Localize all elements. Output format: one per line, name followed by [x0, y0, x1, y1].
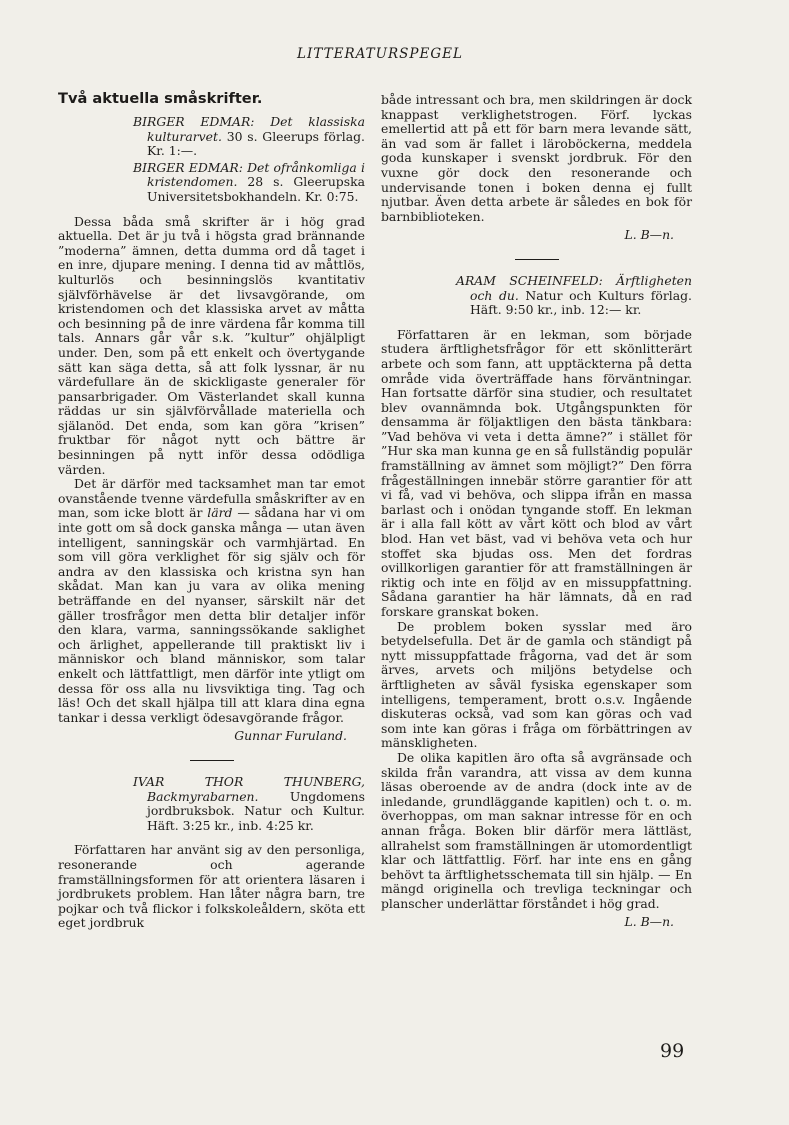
- running-header: LITTERATURSPEGEL: [297, 46, 463, 62]
- signature: L. B—n.: [624, 914, 674, 930]
- bibliography-entry: [133, 115, 365, 159]
- right-column: [381, 93, 692, 930]
- bibliography-block: [58, 775, 365, 833]
- paragraph: Dessa båda små skrifter är i hög grad aktuella. Det är ju två i högsta grad brännande ”moderna” ämnen, detta dumma ord då taget i en inre, djupare mening. I denna tid av måttlös, kulturlös och besinningslös kvantitativ självförhävelse är det livsavgörande, om kristendomen och det klassiska arvet av måtta och besinning på de inre värdena får komma till tals. Annars går vår s.k. ”kultur” ohjälpligt under. Den, som på ett enkelt och övertygande sätt kan säga detta, så att folk lyssnar, är nu värdefullare än de skickligaste generaler för pansarbrigader. Om Västerlandet skall kunna räddas ur sin självförvållade materiella och själanöd. Det enda, som kan göra ”krisen” fruktbar för något nytt och bättre är besinningen på nytt inför dessa odödliga värden.: [58, 213, 365, 477]
- entry-title: Det ofrånkomliga i kristendomen.: [147, 159, 365, 190]
- bibliography-block: [58, 115, 365, 205]
- page-number: 99: [660, 1040, 685, 1062]
- bibliography-block: [381, 274, 692, 318]
- entry-title: Ärftligheten och du.: [470, 272, 692, 303]
- paragraph: [58, 477, 365, 725]
- emphasis: lärd: [207, 505, 233, 521]
- entry-details: Natur och Kulturs förlag. Häft. 9:50 kr., inb. 12:— kr.: [470, 287, 692, 318]
- section-divider: [515, 259, 559, 260]
- bibliography-entry: [133, 161, 365, 205]
- text-run: Det är därför med tacksamhet man tar emot ovanstående tvenne värdefulla småskrifter av en man, som icke blott är: [58, 476, 365, 521]
- bibliography-entry: [456, 274, 692, 318]
- article-title: Två aktuella småskrifter.: [58, 90, 263, 107]
- entry-title: Det klassiska kulturarvet.: [147, 114, 365, 144]
- paragraph: De olika kapitlen äro ofta så avgränsade och skilda från varandra, att vissa av dem kunna läsas oberoende av de andra (dock inte av de inledande, grundläggande kapitlen) och t. o. m. överhoppas, om man saknar intresse för en och annan fråga. Boken blir därför mera lättläst, allrahelst som framställningen är utomordentligt klar och lättfattlig. Förf. har inte ens en gång behövt ta ärftlighetsschemata till sin hjälp. — En mängd originella och trevliga teckningar och planscher underlättar förståndet i hög grad.: [381, 749, 692, 911]
- entry-details: Ungdomens jordbruksbok. Natur och Kultur. Häft. 3:25 kr., inb. 4:25 kr.: [147, 788, 365, 833]
- paragraph: både intressant och bra, men skildringen är dock knappast verklighetstrogen. Förf. lyckas emellertid att på ett för barn mera levande sätt, än vad som är fallet i läroböckerna, meddela goda kunskaper i svenskt jordbruk. För den vuxne gör dock den resonerande och undervisande tonen i boken denna ej fullt njutbar. Även detta arbete är således en bok för barnbiblioteken.: [381, 92, 692, 224]
- entry-author: IVAR THOR THUNBERG,: [133, 773, 365, 789]
- paragraph: De problem boken sysslar med äro betydelsefulla. Det är de gamla och ständigt på nytt missuppfattade frågorna, vad det är som ärves, arvets och miljöns betydelse och ärftligheten av såväl fysiska egenskaper som intelligens, temperament, brott o.s.v. Ingående diskuteras också, vad som kan göras och vad som inte kan göras i fråga om förbättringen av mänskligheten.: [381, 618, 692, 751]
- entry-author: BIRGER EDMAR:: [133, 159, 243, 175]
- signature: Gunnar Furuland.: [234, 728, 347, 744]
- section-divider: [190, 760, 234, 761]
- bibliography-entry: [133, 775, 365, 833]
- paragraph: Författaren är en lekman, som började studera ärftlighetsfrågor för ett skönlitterärt arbete och som fann, att upptäckterna på detta område vida överträffade hans förväntningar. Han fortsatte därför sina studier, och resultatet blev ovannämnda bok. Utgångspunkten för densamma är följaktligen den bästa tänkbara: ”Vad behöva vi veta i detta ämne?” i stället för ”Hur ska man kunna ge en så fullständig populär framställning av ämnet som möjligt?” Den förra frågeställningen innebär större garantier för att vi få, vad vi behöva, och slippa ifrån en massa barlast och i onödan tyngande stoff. En lekman är i alla fall kött av vårt kött och blod av vårt blod. Han vet bäst, vad vi behöva veta och hur stoffet ska bjudas oss. Men det fordras ovillkorligen garantier för att framställningen är riktig och inte en följd av en missuppfattning. Sådana garantier ha här lämnats, då en rad forskare granskat boken.: [381, 326, 692, 619]
- left-column: [58, 90, 365, 931]
- entry-title: Backmyrabarnen.: [147, 788, 259, 804]
- entry-details: 30 s. Gleerups förlag. Kr. 1:—.: [147, 128, 365, 159]
- text-run: — sådana har vi om inte gott om så dock ganska många — utan även intelligent, sanningskär och varmhjärtad. En som vill göra verklighet för sig själv och för andra av den klassiska och kristna syn han skådat. Man kan ju vara av olika mening beträffande en del nyanser, särskilt när det gäller trosfrågor men detta blir detaljer inför den klara, varma, sanningssökande saklighet och ärlighet, appellerande till praktiskt liv i människor och bland människor, som talar enkelt och lättfattligt, men därför inte ytligt om dessa för oss alla nu livsviktiga ting. Tag och läs! Och det skall hjälpa till att klara dina egna tankar i dessa verkligt ödesavgörande frågor.: [58, 505, 365, 725]
- signature: L. B—n.: [624, 227, 674, 243]
- entry-author: ARAM SCHEINFELD:: [456, 272, 603, 288]
- entry-author: BIRGER EDMAR:: [133, 114, 255, 129]
- paragraph: Författaren har använt sig av den personliga, resonerande och agerande framställningsformen för att orientera läsaren i jordbrukets problem. Han låter några barn, tre pojkar och två flickor i folkskoleåldern, sköta ett eget jordbruk: [58, 842, 365, 931]
- entry-details: 28 s. Gleerupska Universitetsbokhandeln. Kr. 0:75.: [147, 174, 365, 204]
